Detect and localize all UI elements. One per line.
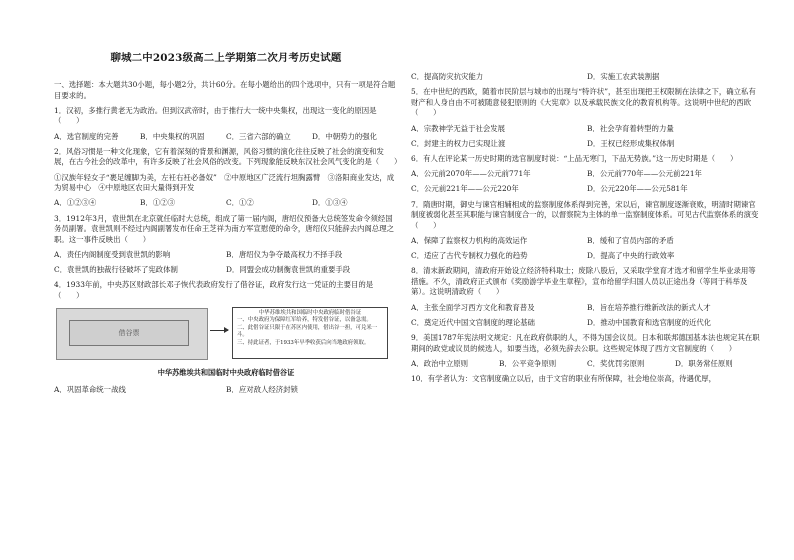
options: [411, 184, 763, 195]
question-figure: [54, 306, 398, 362]
option-d: D．①③④: [312, 198, 348, 208]
question-2: [54, 146, 402, 209]
option-c: C．①②: [226, 198, 254, 208]
options: [411, 169, 763, 180]
option-a: A．宗教神学无益于社会发展: [411, 123, 506, 133]
loan-certificate-photo: [56, 308, 208, 360]
options: [411, 251, 763, 262]
question-stem: 5．在中世纪的西欧，随着市民阶层与城市的出现与“特许状”，甚至出现把王权限制在法律之下，确立私有财产和人身自由不可被随意侵犯原则的《大宪章》以及承载民族文化的教育机构等。这说明中世纪的西欧（ ）: [411, 87, 756, 118]
option-a: A．巩固革命统一战线: [54, 384, 126, 394]
options: [54, 250, 398, 261]
question-stem: 10．有学者认为：文官制度确立以后，由于文官的职业有所保障，社会地位崇高，待遇优厚，: [411, 373, 717, 383]
question-9: [411, 333, 763, 369]
option-b: B．社会孕育着转型的力量: [587, 123, 674, 133]
option-a: A．政治中立原则: [411, 358, 469, 368]
option-c: C．公元前221年——公元220年: [411, 184, 519, 194]
right-column: [411, 72, 763, 389]
options: [54, 198, 398, 209]
question-stem: 2．风俗习惯是一种文化现象，它有着深刻的背景和渊源，风俗习惯的演化往往反映了社会的演变和发展，在古今社会的改革中，有许多反映了社会风俗的改变。下列现象能反映东汉社会风气变化的是（ ）: [54, 146, 402, 167]
option-b: B．公元前770年——公元前221年: [587, 169, 702, 179]
figure-caption: 中华苏维埃共和国临时中央政府临时借谷证: [157, 368, 295, 378]
option-c: C．提高防灾抗灾能力: [411, 72, 484, 81]
option-a: A．选官制度的完善: [54, 131, 119, 141]
option-d: D．职务常任原则: [675, 358, 733, 368]
option-d: D．提高了中央的行政效率: [587, 251, 675, 261]
box-line: 一、中央政府为保障红军给养，特发借谷证，以备急需。: [237, 317, 372, 324]
question-items: ①汉族年轻女子“裹足缠脚为美，左衽右衽必备奴” ②中原地区广泛流行坦胸露臂 ③洛阳商业发达，成为贸易中心 ④中原地区农田大量得到开发: [54, 172, 395, 193]
option-c: C．奖优罚劣原则: [587, 358, 645, 368]
option-a: A．主张全面学习西方文化和教育普及: [411, 302, 535, 312]
exam-title: 聊城二中2023级高二上学期第二次月考历史试题: [110, 52, 342, 64]
question-6: [411, 154, 763, 195]
option-c: C．袁世凯的独裁行径破坏了宪政体制: [54, 265, 178, 275]
option-a: A．责任内阁制度受到袁世凯的影响: [54, 249, 171, 259]
option-b: B．公平竞争原则: [499, 358, 557, 368]
section-instructions: 一、选择题：本大题共30小题，每小题2分，共计60分。在每小题给出的四个选项中，只有一项是符合题目要求的。: [54, 80, 396, 100]
arrow-icon: [210, 330, 228, 331]
left-column: [54, 66, 402, 400]
option-c: C．封建主的权力已实现让渡: [411, 138, 506, 148]
option-d: D．同盟会成功制衡袁世凯的重要手段: [226, 265, 351, 275]
option-d: D．推动中国教育和选官制度的近代化: [587, 317, 712, 327]
certificate-transcription: [232, 307, 388, 359]
option-a: A．公元前2070年——公元前771年: [411, 169, 531, 179]
question-3: [54, 214, 398, 276]
question-10: [411, 374, 763, 385]
option-c: C．三省六部的确立: [226, 131, 291, 141]
option-b: B．中央集权的巩固: [140, 131, 205, 141]
option-d: D．实施工农武装割据: [587, 72, 660, 81]
question-stem: 8．清末新政期间，清政府开始设立经济特科取士；废除八股后，又采取学堂育才选才和留学生毕业录用等措施。不久，清政府正式颁布《奖励游学毕业生章程》，宣布给留学归国人员以正途出身（等同于科举及第）。这说明清政府（ ）: [411, 266, 756, 297]
question-1: [54, 106, 398, 142]
box-line: 二、此借谷证只限于在苏区内使用，借出谷一担，可兑米一斗。: [237, 324, 378, 339]
question-stem: 6．有人在评论某一历史时期的选官制度时说：“上品无寒门，下品无势族。”这一历史时期是（ ）: [411, 153, 738, 163]
photo-label: 借谷票: [69, 320, 189, 346]
option-a: A．保障了监察权力机构的高效运作: [411, 235, 528, 245]
box-line: 三、持此证者，于1933年早季收获后向当地政府领取。: [237, 339, 370, 346]
question-5: [411, 87, 763, 149]
option-a: A．①②③④: [54, 198, 97, 208]
options: [411, 236, 763, 247]
options: [54, 385, 398, 396]
options: [411, 359, 763, 370]
box-title: 中华苏维埃共和国临时中央政府临时借谷证: [258, 310, 362, 317]
option-d: D．中朝势力的强化: [312, 131, 378, 141]
option-b: B．①②③: [140, 198, 175, 208]
question-stem: 3．1912年3月，袁世凯在北京就任临时大总统，组成了第一届内阁，唐绍仪预备大总统签发命令须经国务员副署。袁世凯则不经过内阁副署发布任命王芝祥为南方军宣慰使的命令，唐绍仪只能辞去内阁总理之职。这一事件反映出（ ）: [54, 213, 394, 244]
option-c: C．奠定近代中国文官制度的理论基础: [411, 317, 535, 327]
question-4: [54, 280, 398, 395]
question-stem: 9．美国1787年宪法明文规定：凡在政府供职的人，不得为国会议员。日本和联邦德国基本法也规定其在职期间的政党或议员的候选人，如要当选，必须先辞去公职。这些规定体现了西方文官制度的（ ）: [411, 333, 760, 353]
question-8: [411, 266, 763, 328]
options: [54, 132, 398, 143]
options: [411, 303, 763, 314]
option-d: D．王权已经形成集权体制: [587, 138, 675, 148]
option-b: B．旨在培养推行维新改法的新式人才: [587, 302, 711, 312]
question-4-options-cont: [411, 72, 763, 83]
options: [54, 265, 398, 276]
question-stem: 1．汉初，多推行黄老无为政治。但到汉武帝时，由于推行大一统中央集权，出现这一变化的原因是（ ）: [54, 105, 377, 126]
options: [411, 318, 763, 329]
options: [411, 124, 763, 135]
option-d: D．公元220年——公元581年: [587, 184, 688, 194]
option-b: B．缓和了官员内部的矛盾: [587, 235, 674, 245]
option-b: B．应对敌人经济封锁: [226, 384, 298, 394]
question-7: [411, 200, 763, 262]
question-stem: 7．隋唐时期，御史与谏官相辅相成的监察制度体系得到完善，宋以后，谏官制度逐渐衰败，明清时期谏官制度被弱化甚至其职能与谏官制度合一的，以督察院为主体的单一监察制度体系。可见古代监察体系的演变（ ）: [411, 199, 759, 230]
options: [411, 139, 763, 150]
question-stem: 4．1933年前，中央苏区财政部长邓子恢代表政府发行了借谷证，政府发行这一凭证的主要目的是（ ）: [54, 280, 374, 300]
option-c: C．适应了古代专制权力强化的趋势: [411, 251, 528, 261]
option-b: B．唐绍仪为争夺最高权力不择手段: [226, 249, 343, 259]
